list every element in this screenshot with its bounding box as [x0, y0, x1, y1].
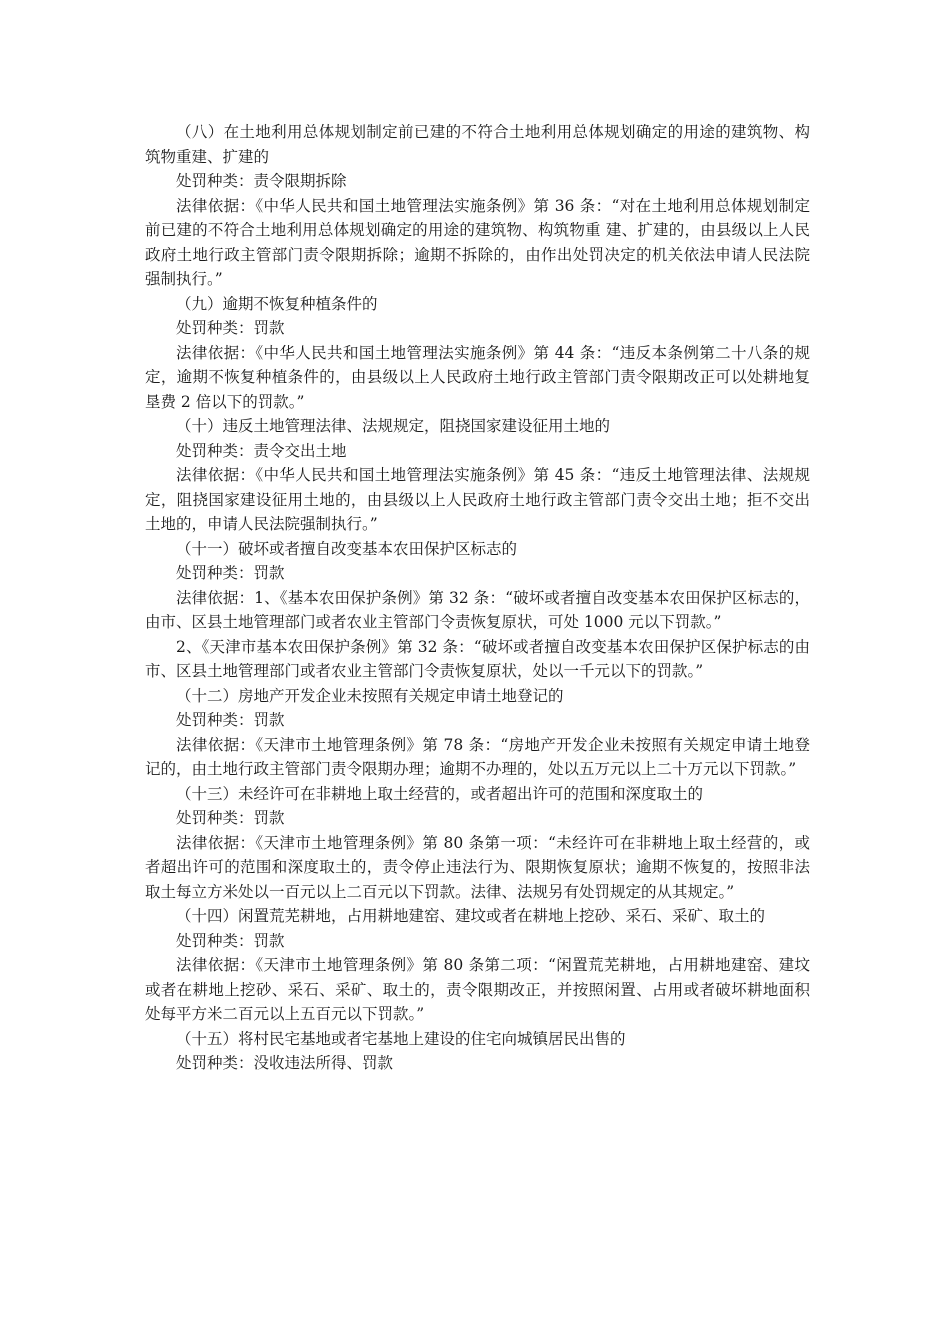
item-13-penalty-type: 处罚种类：罚款 [176, 809, 285, 827]
item-11-legal-basis-2: 2、《天津市基本农田保护条例》第 32 条：“破坏或者擅自改变基本农田保护区保护标志的由市、区县土地管理部门或者农业主管部门令责恢复原状，处以一千元以下的罚款。” [145, 637, 810, 680]
item-10-heading: （十）违反土地管理法律、法规规定，阻挠国家建设征用土地的 [176, 417, 611, 435]
item-12-penalty-type: 处罚种类：罚款 [176, 711, 285, 729]
item-11-penalty-type: 处罚种类：罚款 [176, 564, 285, 582]
item-15-heading: （十五）将村民宅基地或者宅基地上建设的住宅向城镇居民出售的 [176, 1029, 626, 1048]
item-12-heading: （十二）房地产开发企业未按照有关规定申请土地登记的 [176, 686, 564, 705]
item-13-legal-basis: 法律依据：《天津市土地管理条例》第 80 条第一项：“未经许可在非耕地上取土经营的，或者超出许可的范围和深度取土的，责令停止违法行为、限期恢复原状；逾期不恢复的，按照非法取土每立方米处以一百元以上二百元以下罚款。法律、法规另有处罚规定的从其规定。” [145, 833, 810, 901]
item-8-legal-basis: 法律依据：《中华人民共和国土地管理法实施条例》第 36 条：“对在土地利用总体规划制定前已建的不符合土地利用总体规划确定的用途的建筑物、构筑物重 建、扩建的，由县级以上人民政府土地行政主管部门责令限期拆除；逾期不拆除的，由作出处罚决定的机关依法申请人民法院强制执行。” [145, 196, 810, 288]
item-13-heading: （十三）未经许可在非耕地上取土经营的，或者超出许可的范围和深度取土的 [176, 784, 704, 803]
item-14-heading: （十四）闲置荒芜耕地，占用耕地建窑、建坟或者在耕地上挖砂、采石、采矿、取土的 [176, 907, 766, 925]
item-15-penalty-type: 处罚种类：没收违法所得、罚款 [176, 1054, 394, 1072]
item-9-legal-basis: 法律依据：《中华人民共和国土地管理法实施条例》第 44 条：“违反本条例第二十八条的规定，逾期不恢复种植条件的，由县级以上人民政府土地行政主管部门责令限期改正可以处耕地复垦费 2 倍以下的罚款。” [145, 343, 810, 411]
item-10-legal-basis: 法律依据：《中华人民共和国土地管理法实施条例》第 45 条：“违反土地管理法律、法规规定，阻挠国家建设征用土地的，由县级以上人民政府土地行政主管部门责令交出土地；拒不交出土地的，申请人民法院强制执行。” [145, 466, 810, 533]
item-11-legal-basis-1: 法律依据：1、《基本农田保护条例》第 32 条：“破坏或者擅自改变基本农田保护区标志的，由市、区县土地管理部门或者农业主管部门令责恢复原状，可处 1000 元以下罚款。” [145, 588, 810, 631]
item-11-heading: （十一）破坏或者擅自改变基本农田保护区标志的 [176, 539, 518, 558]
item-12-legal-basis: 法律依据：《天津市土地管理条例》第 78 条：“房地产开发企业未按照有关规定申请土地登记的，由土地行政主管部门责令限期办理；逾期不办理的，处以五万元以上二十万元以下罚款。” [145, 735, 810, 778]
item-10-penalty-type: 处罚种类：责令交出土地 [176, 441, 347, 460]
item-9-penalty-type: 处罚种类：罚款 [176, 319, 285, 337]
item-8-penalty-type: 处罚种类：责令限期拆除 [176, 172, 347, 190]
item-8-heading: （八）在土地利用总体规划制定前已建的不符合土地利用总体规划确定的用途的建筑物、构筑物重建、扩建的 [145, 123, 810, 166]
item-9-heading: （九）逾期不恢复种植条件的 [176, 294, 378, 313]
item-14-legal-basis: 法律依据：《天津市土地管理条例》第 80 条第二项：“闲置荒芜耕地，占用耕地建窑、建坟或者在耕地上挖砂、采石、采矿、取土的，责令限期改正，并按照闲置、占用或者破坏耕地面积处每平方米二百元以上五百元以下罚款。” [145, 956, 810, 1023]
document-page [145, 120, 810, 1076]
item-14-penalty-type: 处罚种类：罚款 [176, 931, 285, 950]
